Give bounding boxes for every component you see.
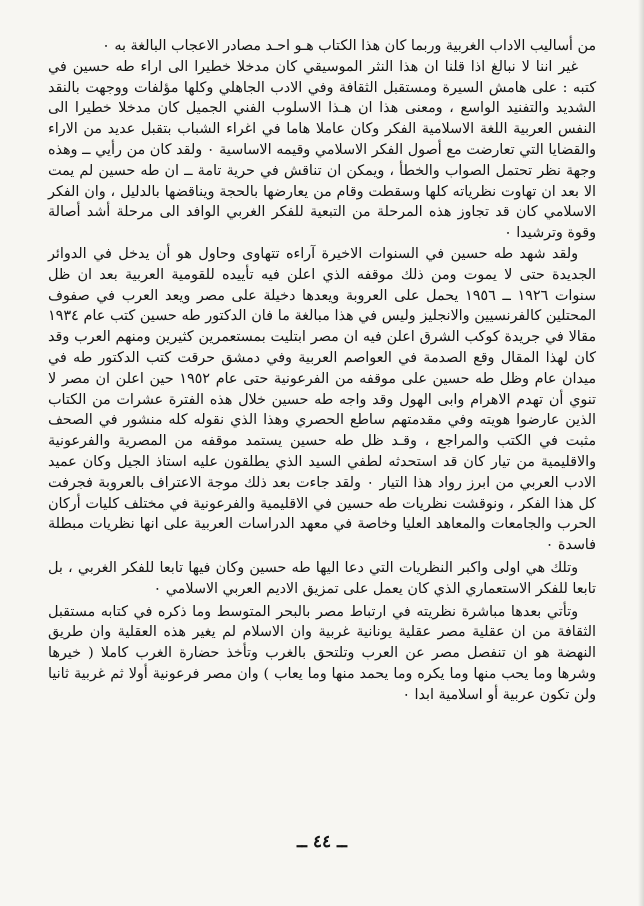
page-edge-shadow: [638, 0, 644, 906]
page-number: ــ ٤٤ ــ: [296, 832, 348, 852]
paragraph-3: ولقد شهد طه حسين في السنوات الاخيرة آراءه تتهاوى وحاول هو أن يدخل في الدوائر الجديدة حتى لا يموت ومن ذلك موقفه الذي اعلن فيه تأييده للقومية العربية بعد ان ظل سنوات ١٩٢٦ ــ ١٩٥٦ يحمل على العروبة ويعدها دخيلة على مصر ويعد العرب في صفوف المحتلين كالفرنسيين والانجليز وليس في هذا مبالغة ما فان الدكتور طه حسين كتب عام ١٩٣٤ مقالا في جريدة كوكب الشرق اعلن فيه ان مصر ابتليت بمستعمرين كثيرين ومنهم العرب وقد كان لهذا المقال وقع الصدمة في العواصم العربية وفي دمشق حرقت كتب الدكتور طه في ميدان عام وظل طه حسين على موقفه من الفرعونية حتى عام ١٩٥٢ حين اعلن ان مصر لا تنوي أن تهدم الاهرام وابى الهول وقد واجه طه حسين خلال هذه الفترة عشرات من الكتاب الذين عارضوا هويته وفي مقدمتهم ساطع الحصري وهذا الذي نقوله كله منشور في الصحف مثبت في الكتب والمراجع ، وقـد ظل طه حسين يستمد موقفه من المصرية والفرعونية والاقليمية من تيار كان قد استحدثه لطفي السيد الذي يطلقون عليه استاذ الجيل وكان عميد الادب العربي من ابرز رواد هذا التيار ٠ ولقد جاءت بعد ذلك موجة الاعتراف بالعروبة فجرفت كل هذا الفكر ، ونوقشت نظريات طه حسين في الاقليمية والفرعونية في مختلف كليات أركان الحرب والجامعات والمعاهد العليا وخاصة في معهد الدراسات العربية على انها نظريات مبطلة فاسدة ٠: [48, 245, 597, 554]
paragraph-1: من أساليب الاداب الغربية وربما كان هذا الكتاب هـو احـد مصادر الاعجاب البالغة به ٠: [102, 38, 596, 54]
paragraph-2: غير اننا لا نبالغ اذا قلنا ان هذا النثر الموسيقي كان مدخلا خطيرا الى اراء طه حسين في كتبه : على هامش السيرة ومستقبل الثقافة وفي الادب الجاهلي وكلها مؤلفات ووجهت بالنقد الشديد والتفنيد الواسع ، ومعنى هذا ان هـذا الاسلوب الفني الجميل كان مدخلا خطيرا الى النفس العربية اللغة الاسلامية الفكر وكان عاملا هاما في اغراء الشباب بتقبل عديد من الاراء والقضايا التي تعارضت مع أصول الفكر الاسلامي وقيمه الاساسية ٠ ولقد كان من رأيي ــ وهذه وجهة نظر تحتمل الصواب والخطأ ، ويمكن ان تناقش في حرية تامة ــ ان طه حسين لم يمت الا بعد ان تهاوت نظرياته كلها وسقطت وقام من يعارضها بالحجة ويناقضها بالدليل ، وان الفكر الاسلامي كان قد تجاوز هذه المرحلة من التبعية للفكر الغربي الوافد الى مرحلة أشد أصالة وقوة وترشيدا ٠: [48, 58, 596, 242]
paragraph-4: وتلك هي اولى واكبر النظريات التي دعا اليها طه حسين وكان فيها تابعا للفكر الغربي ، بل تابعا للفكر الاستعماري الذي كان يعمل على تمزيق الاديم العربي الاسلامي ٠: [48, 559, 596, 597]
paragraph-5: وتأتي بعدها مباشرة نظريته في ارتباط مصر بالبحر المتوسط وما ذكره في كتابه مستقبل الثقافة من ان عقلية مصر عقلية يونانية غربية وان الاسلام لم يغير هذه العقلية وان طريق النهضة هو ان تنفصل مصر عن العرب وتلتحق بالغرب وتأخذ حضارة الغرب كاملا ( خيرها وشرها وما يحب منها وما يكره وما يحمد منها وما يعاب ) وان مصر فرعونية أولا ثم غربية ثانيا ولن تكون عربية أو اسلامية ابدا ٠: [48, 603, 596, 703]
page-body: [48, 36, 596, 706]
